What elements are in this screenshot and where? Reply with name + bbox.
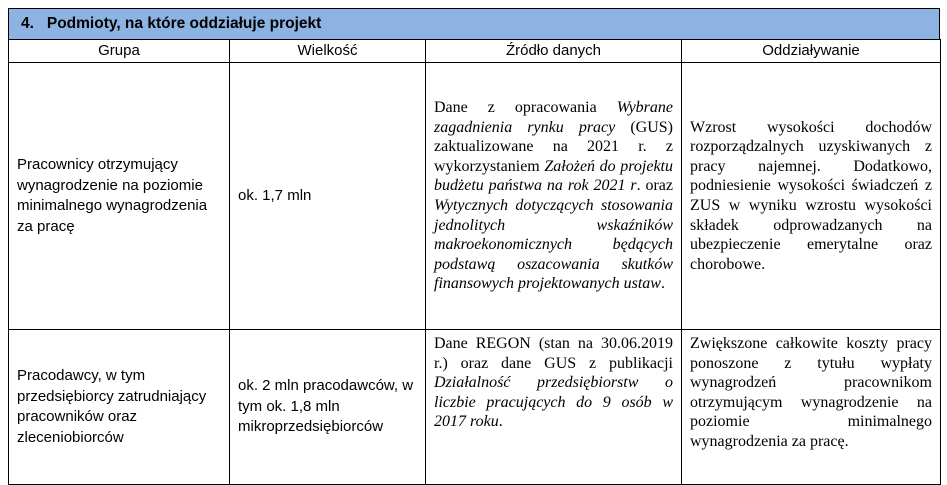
source-text: (GUS) zaktualizowane na 2021 r. z wykorzystaniem: [434, 118, 673, 175]
header-group: Grupa: [9, 40, 230, 63]
source-title-italic: Działalność przedsiębiorstw o liczbie pracujących do 9 osób w 2017 roku: [434, 374, 673, 431]
section-header: [8, 8, 940, 40]
table-header-row: [9, 40, 941, 63]
cell-group: Pracownicy otrzymujący wynagrodzenie na poziomie minimalnego wynagrodzenia za pracę: [9, 63, 230, 330]
source-title-italic: Wybrane zagadnienia rynku pracy: [434, 99, 673, 136]
cell-impact: Wzrost wysokości dochodów rozporządzalnych uzyskiwanych z pracy najemnej. Dodatkowo, podniesienie wysokości świadczeń z ZUS w wyniku wzrostu wysokości składek odprowadzanych na ubezpieczenie emerytalne oraz chorobowe.: [682, 63, 941, 330]
header-size: Wielkość: [230, 40, 426, 63]
source-text: .: [660, 275, 665, 293]
table-row: [9, 63, 941, 330]
section-title: Podmioty, na które oddziałuje projekt: [46, 15, 322, 32]
source-text: .: [498, 413, 503, 431]
header-impact: Oddziaływanie: [682, 40, 941, 63]
cell-size: ok. 1,7 mln: [230, 63, 426, 330]
cell-source: [426, 330, 682, 485]
source-title-italic: Wytycznych dotyczących stosowania jednolitych wskaźników makroekonomicznych będących podstawą oszacowania skutków finansowych projektowanych ustaw: [434, 197, 673, 293]
cell-group: Pracodawcy, w tym przedsiębiorcy zatrudniający pracowników oraz zleceniobiorców: [9, 330, 230, 485]
source-text: Dane REGON (stan na 30.06.2019 r.) oraz dane GUS z publikacji: [434, 335, 673, 372]
impact-section: [8, 8, 942, 478]
cell-size: ok. 2 mln pracodawców, w tym ok. 1,8 mln mikroprzedsiębiorców: [230, 330, 426, 485]
source-text: Dane z opracowania: [434, 99, 617, 117]
source-title-italic: Założeń do projektu budżetu państwa na rok 2021 r: [434, 157, 674, 195]
source-text: . oraz: [636, 177, 674, 195]
section-number: 4.: [21, 15, 34, 32]
header-source: Źródło danych: [426, 40, 682, 63]
cell-impact: Zwiększone całkowite koszty pracy ponoszone z tytułu wypłaty wynagrodzeń pracownikom otrzymującym wynagrodzenie na poziomie minimalnego wynagrodzenia za pracę.: [682, 330, 941, 485]
stakeholders-table: [8, 39, 941, 485]
cell-source: [426, 63, 682, 330]
table-row: [9, 330, 941, 485]
